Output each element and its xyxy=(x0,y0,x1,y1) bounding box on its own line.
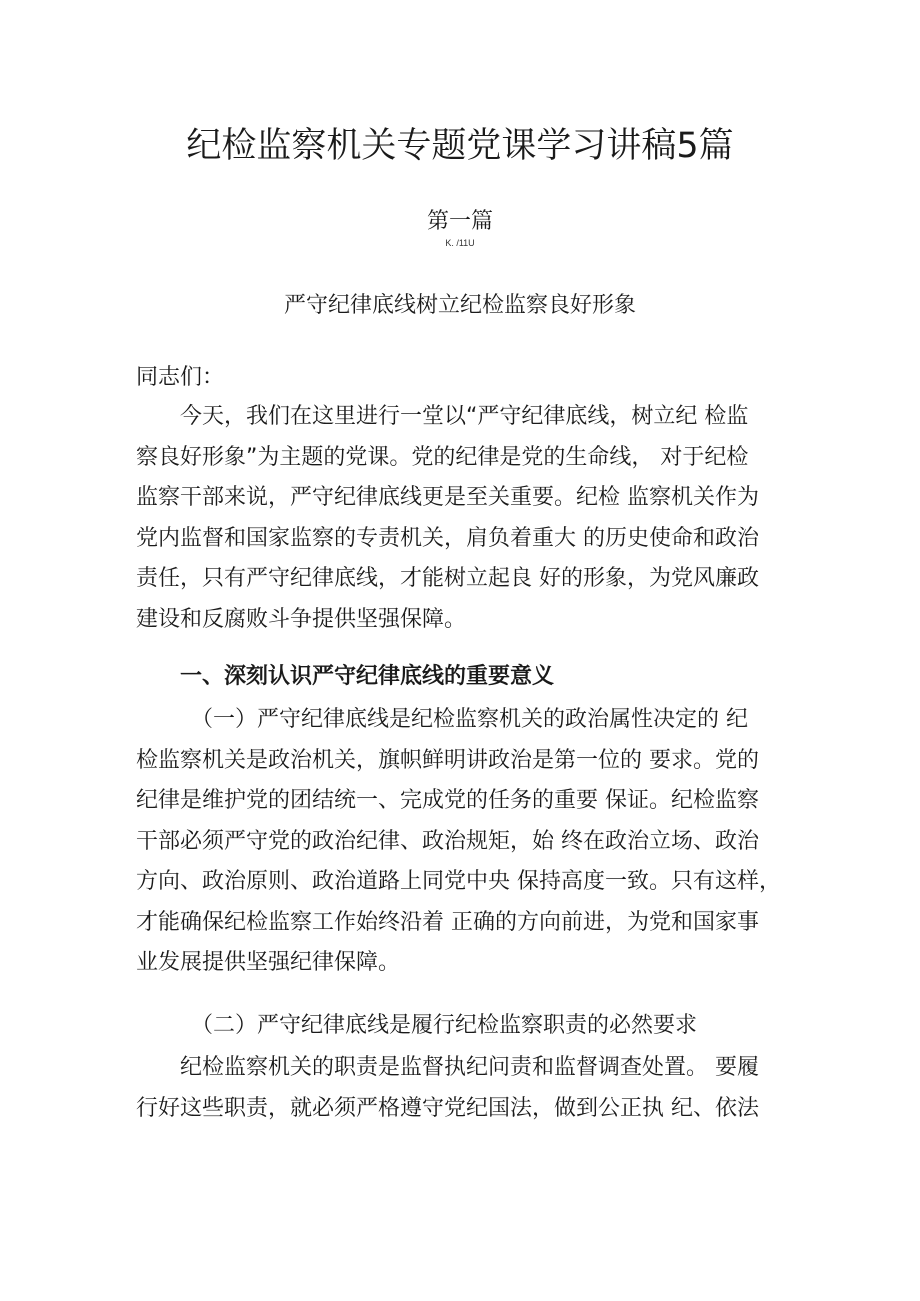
section-note: K. /11U xyxy=(445,238,475,248)
paragraph-duties xyxy=(136,1048,796,1129)
paragraph-line: 察良好形象”为主题的党课。党的纪律是党的生命线， 对于纪检 xyxy=(136,444,749,470)
salutation xyxy=(136,358,796,399)
heading-text: 一、深刻认识严守纪律底线的重要意义 xyxy=(136,664,555,689)
paragraph-line: 责任，只有严守纪律底线，才能树立起良 好的形象，为党风廉政 xyxy=(136,566,759,591)
paragraph-line: 纪检监察机关的职责是监督执纪问责和监督调查处置。 要履 xyxy=(136,1055,759,1080)
section-label: 第一篇 xyxy=(426,209,493,234)
section-heading-1 xyxy=(136,657,796,698)
paragraph-line: 检监察机关是政治机关，旗帜鲜明讲政治是第一位的 要求。党的 xyxy=(136,747,759,773)
paragraph-line: 才能确保纪检监察工作始终沿着 正确的方向前进，为党和国家事 xyxy=(136,909,759,935)
paragraph-line: 行好这些职责，就必须严格遵守党纪国法，做到公正执 纪、依法 xyxy=(136,1095,759,1121)
paragraph-line: 党内监督和国家监察的专责机关，肩负着重大 的历史使命和政治 xyxy=(136,525,759,551)
paragraph-line: （一）严守纪律底线是纪检监察机关的政治属性决定的 纪 xyxy=(136,707,748,732)
document-title: 纪检监察机关专题党课学习讲稿5篇 xyxy=(186,126,734,166)
paragraph-line: 业发展提供坚强纪律保障。 xyxy=(136,950,401,975)
paragraph-line: 干部必须严守党的政治纪律、政治规矩，始 终在政治立场、政治 xyxy=(136,828,759,854)
paragraph-political xyxy=(136,700,796,984)
subsection-heading-2 xyxy=(136,1006,796,1047)
heading-text: （二）严守纪律底线是履行纪检监察职责的必然要求 xyxy=(136,1013,698,1038)
salutation-text: 同志们： xyxy=(136,365,225,390)
paragraph-line: 监察干部来说，严守纪律底线更是至关重要。纪检 监察机关作为 xyxy=(136,485,759,510)
paragraph-line: 方向、政治原则、政治道路上同党中央 保持高度一致。只有这样， xyxy=(136,869,781,894)
paragraph-line: 今天，我们在这里进行一堂以“严守纪律底线，树立纪 检监 xyxy=(136,404,749,429)
paragraph-line: 建设和反腐败斗争提供坚强保障。 xyxy=(136,606,467,632)
paragraph-intro xyxy=(136,397,796,640)
paragraph-line: 纪律是维护党的团结统一、完成党的任务的重要 保证。纪检监察 xyxy=(136,788,759,813)
lecture-subtitle: 严守纪律底线树立纪检监察良好形象 xyxy=(283,293,636,318)
